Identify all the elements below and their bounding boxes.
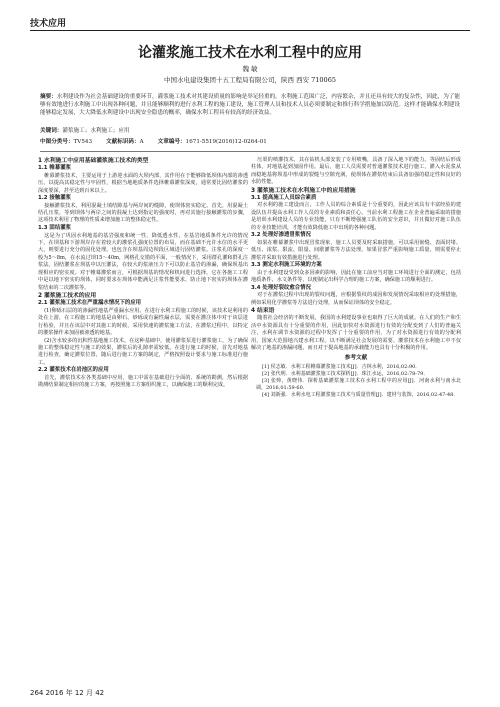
clc-field (40, 138, 92, 146)
abstract (40, 93, 460, 117)
section-heading: 1.1 帷幕灌浆 (38, 165, 71, 171)
section-heading: 2.1 灌浆施工技术在严重漏水情况下的应用 (38, 300, 142, 307)
paper-title: 论灌浆施工技术在水利工程中的应用 (138, 45, 362, 61)
article-id-label: 文章编号： (157, 139, 186, 145)
clc-label: 中图分类号： (40, 139, 74, 145)
right-column-body (251, 157, 461, 352)
section-heading: 3 灌浆施工技术在水利施工中的应用措施 (251, 187, 356, 194)
section-heading: 4 结束语 (251, 308, 275, 315)
section-tag: 技术应用 (30, 19, 67, 29)
section-heading: 1.3 固结灌浆 (38, 224, 71, 231)
references-list (251, 364, 461, 399)
section-heading: 3.1 提高施工人员综合素质 (251, 194, 317, 201)
section-heading: 3.2 处理好渗透冒浆情况 (251, 232, 311, 239)
abstract-text: 水利建设作为社会基础建设的重要环节，灌浆施工技术对其建设质量的影响是举足轻重的。水利施工范围广泛，内容繁杂，并且还具有较大的复杂性，因此，为了能够有效地进行水利施工中出现各种问题，并且能够顺利的进行水利工程的施工建设，施工管理人员和技术人员必须要制定和推行科学措施加以防范。这样才能确保水利建设能够稳定发展，大大降低水利建设中出现安全隐患的概率，确保水利工程具有较高的经济效益。 (40, 94, 460, 117)
body-paragraph: 由于水利建设受到众多因素的影响，因此在施工前应当对施工环境进行全面的测定，包括地质条件、水文条件等，以便制定出科学合理的施工方案，确保施工的顺利进行。 (251, 269, 461, 284)
references-title: 参考文献 (344, 355, 368, 362)
left-column (38, 157, 248, 390)
body-paragraph: (2)含水较多的沉积性基地施工技术。在这种基础中，使用灌浆泵进行灌浆施工，为了确保施工的整体稳定性与施工的效果，灌浆后的孔隙率需较低。在进行施工的时候，首先对地基进行检查，确定灌浆位置，随后进行施工方案的制定，严格按照设计要求与施工标准进行施工。 (38, 337, 248, 366)
section-heading: 1 水利施工中应用基础灌浆施工技术的类型 (38, 158, 149, 164)
section-heading: 3.4 处理好裂纹愈合情况 (251, 284, 311, 291)
abstract-label: 摘要： (40, 94, 57, 100)
meta-divider (40, 151, 460, 152)
body-paragraph: 这是为了巩固水利地基的基岩强度和统一性，降低透水性，在基岩地质条件允许的情况下，在坝基和下游坝岸存在着较大的灌浆孔强度位置的布局，而在基础不允许水位的水平更大，则要进行充分的固化处理。也包含在坝基周边坝段区域进行固结灌浆。注浆孔的深度一般为5～8m，在水流过坝15～40m，网格孔交错的平面，一般情况下，采用群孔灌和群孔注浆法。固结灌浆在坝基中以压灌法，在较大的浆液压力下可以防止基岩的渗漏，确保坝基出现相应的密实度。对于帷幕灌浆而言，可根据坝基的情况和机间进行选择，它在各施工工程中是以地下密实的坝体，同时要求在坝体中能满足注浆性能要求，防止地下密实的坝体在灌浆结束的二次灌浆等。 (38, 232, 248, 291)
keywords-label: 关键词： (40, 128, 63, 134)
reference-item: [2] 张代明．水利基础灌浆施工技术探析[J]．珠江水运，2016,02:78-79． (262, 370, 429, 377)
right-column (251, 157, 461, 399)
body-paragraph: 对水利的施工建设而言，工作人员的综合素质是十分重要的，因此应该具有丰富经验的建设队伍并提高水利工作人员的专业素质和责任心。当前水利工程施工在企业普遍采取的措施是培训水利建设人员的专业技能，只有不断增强施工队伍的安全意识，并且做好对施工队伍的专业技能培训，才能有效降低施工中出现的各种问题。 (251, 202, 461, 231)
body-paragraph: 随着社会经济的不断发展，我国的水利建设事业也取得了巨大的成就。在人们的生产和生活中水资源具有十分重要的作用，因此加快对水资源进行有效的分配变到了人们的普遍关注，水利在调节水资源的过程中发挥了十分重要的作用，为了对水资源进行有效的分配利用，国家大范围地兴建水利工程。以不断满足社会发展的需要。灌浆技术在水利施工中不仅解决了地基的渗漏问题，而且对于提高地基的承载能力也具有十分积极的作用。 (251, 315, 461, 351)
paper-author: 魏 敏 (242, 65, 258, 73)
reference-item: [1] 侯志敏．水利工程帷幕灌浆施工技术[J]．吉林水利，2016,02:90． (262, 363, 421, 370)
header-rule (30, 30, 470, 31)
body-paragraph: (1)卵砾石层的的渗漏性地基严重漏水应用。在进行水利工程施工的时候，该技术是利用的处在上游，在工程施工的地基是由卵石、砂砾或有漏性漏水层，需要在灌注体中对于该层进行检验，并且在该层中对其施工的时候，采用快速的灌浆施工方法，在灌浆过程中，以特定的灌浆操作来加固被渗透的地基。 (38, 307, 248, 337)
section-heading: 2.2 灌浆技术在岩池区的应用 (38, 367, 109, 374)
paper-affiliation: 中国水电建设集团十五工程局有限公司，陕西 西安 710065 (164, 76, 336, 84)
body-paragraph: 首先，灌浆技术在各类基础中应用，施工中需在基础进行全面的、系统的勘测，然后根据勘测结果制定相应的施工方案，再按照施工方案组织施工，以确保施工的顺利完成。 (38, 374, 248, 389)
article-meta (40, 138, 460, 146)
keywords (40, 127, 460, 135)
article-id-value: 1671-5519(2016)12-0264-01 (185, 139, 267, 145)
reference-item: [3] 张帅，黄晓伟．探析基础灌浆施工技术在水利工程中的应用[J]．河南水利与南水北调，2016,01:59-60． (256, 377, 461, 391)
body-paragraph: 如果在帷幕灌浆中出现冒浆现象，施工人员要及时采取措施，可以采用嵌缝、表面封堵、低压、浓浆、限流、限量、间歇灌浆等方法处理。如果冒浆严重影响施工质量，则需要停止灌浆并采取有效措施进行处理。 (251, 239, 461, 261)
section-heading: 1.2 接触灌浆 (38, 194, 71, 201)
body-paragraph: 帷幕灌浆技术，主要运用于上游迎水面的大坝内部，其作用在于能够降低坝体内部的渗透压，以提高其稳定性与牢固性，根据当地地质条件选择帷幕灌浆深度，通常要比固结灌浆的深度要深，甚至达到百米以上。 (38, 172, 248, 194)
keywords-text: 灌浆施工；水利施工；应用 (62, 128, 130, 134)
article-id-field (158, 138, 267, 146)
page-footer: 264 2016 年 12 月 42 (30, 689, 105, 697)
doc-code-value: A (139, 139, 144, 145)
clc-value: TV543 (73, 139, 93, 145)
doc-code-field (106, 138, 144, 146)
body-paragraph: 接触灌浆技术，利用混凝土填结隙基与两岸间的缝隙，使坝体密实稳定。首先，用混凝土结孔压浆，等到坝体与两岸之间的混凝土达到指定的强度时，再对其施行接触灌浆的步骤，这项技术利用了物理的性质来增加施工的整体稳定性。 (38, 202, 248, 224)
section-heading: 3.3 测定水利施工环境的方案 (251, 262, 322, 269)
reference-item: [4] 刘新强．水利水电工程灌浆施工技术与质量管理[J]．建材与装饰，2016,02:47-48． (262, 391, 459, 398)
body-paragraph: 压渠的喷灌技术，其在钻机头部安装了专用喷嘴，具备了深入地下的能力。等固结后形成柱体，对地基起到加固作用。最后，施工人员需要对普通灌浆技术进行施工，灌入水泥浆从而稳地基将坝基中形成的裂缝与空隙充满，使坝体在灌浆结束后具备加强的稳定性和良好的水防性能。 (251, 157, 461, 186)
body-paragraph: 对于在灌浆过程中出现的裂纹问题，应根据裂纹的成因和发展情况采取相应的处理措施，例如采用化学灌浆等方法进行处理，从而保证坝体的安全稳定。 (251, 292, 461, 306)
doc-code-label: 文献标识码： (106, 139, 140, 145)
section-heading: 2 灌浆施工技术的应用 (38, 293, 97, 300)
